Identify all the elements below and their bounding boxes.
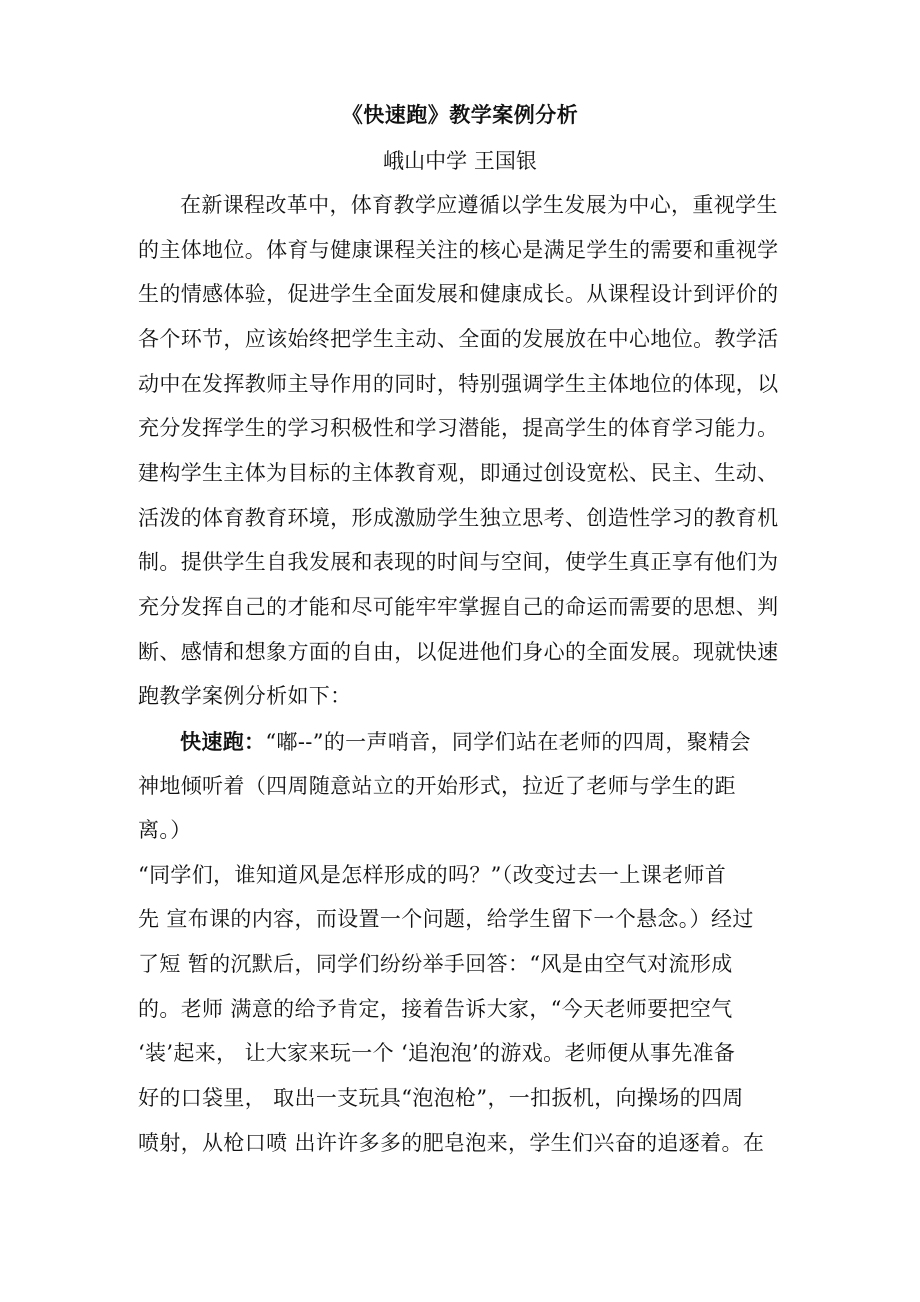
paragraph-line: 活泼的体育教育环境，形成激励学生独立思考、创造性学习的教育机 bbox=[138, 506, 779, 530]
paragraph-line: 建构学生主体为目标的主体教育观，即通过创设宽松、民主、生动、 bbox=[138, 461, 779, 485]
paragraph-line: 了短 暂的沉默后，同学们纷纷举手回答：“风是由空气对流形成 bbox=[138, 952, 733, 976]
paragraph-line: 各个环节，应该始终把学生主动、全面的发展放在中心地位。教学活 bbox=[138, 327, 779, 351]
paragraph-line bbox=[180, 727, 751, 757]
document-title: 《快速跑》教学案例分析 bbox=[341, 102, 579, 127]
paragraph-line: 先 宣布课的内容，而设置一个问题，给学生留下一个悬念。）经过 bbox=[138, 907, 754, 931]
paragraph-line: ‘装’起来， 让大家来玩一个 ‘追泡泡’的游戏。老师便从事先准备 bbox=[138, 1041, 736, 1065]
paragraph-line: 好的口袋里， 取出一支玩具“泡泡枪”，一扣扳机，向操场的四周 bbox=[138, 1086, 744, 1110]
paragraph-line: 动中在发挥教师主导作用的同时，特别强调学生主体地位的体现，以 bbox=[138, 372, 779, 396]
paragraph-line: 喷射，从枪口喷 出许许多多的肥皂泡来，学生们兴奋的追逐着。在 bbox=[138, 1131, 765, 1155]
paragraph-line: 充分发挥学生的学习积极性和学习潜能，提高学生的体育学习能力。 bbox=[138, 416, 779, 440]
paragraph-line: 的。老师 满意的给予肯定，接着告诉大家，“今天老师要把空气 bbox=[138, 997, 733, 1021]
paragraph-line: 神地倾听着（四周随意站立的开始形式，拉近了老师与学生的距 bbox=[138, 774, 736, 798]
section-label: 快速跑： bbox=[180, 729, 266, 754]
paragraph-line: 生的情感体验，促进学生全面发展和健康成长。从课程设计到评价的 bbox=[138, 282, 779, 306]
paragraph-line: “同学们，谁知道风是怎样形成的吗？”（改变过去一上课老师首 bbox=[138, 863, 727, 887]
document-author: 峨山中学 王国银 bbox=[383, 149, 537, 173]
paragraph-line: 离。） bbox=[138, 818, 192, 842]
paragraph-text: “嘟--”的一声哨音，同学们站在老师的四周，聚精会 bbox=[265, 730, 751, 754]
paragraph-line: 的主体地位。体育与健康课程关注的核心是满足学生的需要和重视学 bbox=[138, 238, 779, 262]
paragraph-line: 在新课程改革中，体育教学应遵循以学生发展为中心，重视学生 bbox=[180, 193, 778, 217]
paragraph-line: 断、感情和想象方面的自由，以促进他们身心的全面发展。现就快速 bbox=[138, 640, 779, 664]
paragraph-line: 跑教学案例分析如下： bbox=[138, 684, 352, 708]
paragraph-line: 充分发挥自己的才能和尽可能牢牢掌握自己的命运而需要的思想、判 bbox=[138, 595, 779, 619]
paragraph-line: 制。提供学生自我发展和表现的时间与空间，使学生真正享有他们为 bbox=[138, 550, 779, 574]
